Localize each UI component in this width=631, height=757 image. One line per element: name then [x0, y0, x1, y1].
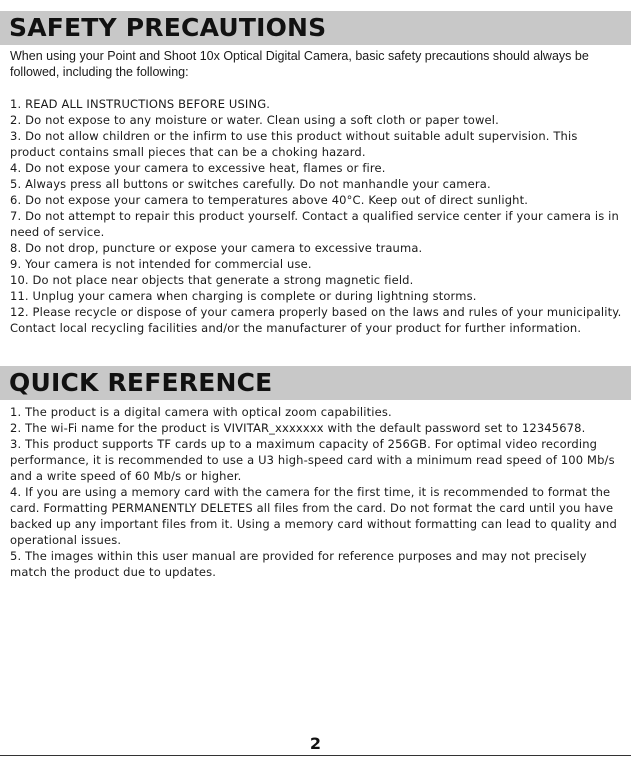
safety-item-1: 1. READ ALL INSTRUCTIONS BEFORE USING. [10, 97, 271, 111]
safety-item-6: 6. Do not expose your camera to temperatures above 40°C. Keep out of direct sunlight. [10, 193, 529, 207]
safety-list [10, 96, 624, 336]
safety-item-12: 12. Please recycle or dispose of your camera properly based on the laws and rules of your municipality. Contact local recycling facilities and/or the manufacturer of your product for further information. [10, 305, 622, 335]
safety-intro: When using your Point and Shoot 10x Optical Digital Camera, basic safety precautions should always be followed, including the following: [10, 49, 589, 79]
safety-item-9: 9. Your camera is not intended for commercial use. [10, 257, 312, 271]
quick-reference-item-5: 5. The images within this user manual are provided for reference purposes and may not precisely match the product due to updates. [10, 549, 587, 579]
safety-heading-band [0, 11, 631, 45]
quick-reference-list [10, 404, 624, 580]
safety-heading: SAFETY PRECAUTIONS [9, 13, 327, 42]
safety-item-11: 11. Unplug your camera when charging is complete or during lightning storms. [10, 289, 477, 303]
quick-reference-item-3: 3. This product supports TF cards up to a maximum capacity of 256GB. For optimal video recording performance, it is recommended to use a U3 high-speed card with a minimum read speed of 100 Mb/s and a write speed of 60 Mb/s or higher. [10, 437, 615, 483]
quick-reference-item-2: 2. The wi-Fi name for the product is VIVITAR_xxxxxxx with the default password set to 12345678. [10, 421, 586, 435]
safety-item-2: 2. Do not expose to any moisture or water. Clean using a soft cloth or paper towel. [10, 113, 499, 127]
safety-item-8: 8. Do not drop, puncture or expose your camera to excessive trauma. [10, 241, 423, 255]
quick-reference-item-1: 1. The product is a digital camera with optical zoom capabilities. [10, 405, 392, 419]
safety-item-4: 4. Do not expose your camera to excessive heat, flames or fire. [10, 161, 386, 175]
quick-reference-heading: QUICK REFERENCE [9, 368, 273, 397]
page-number: 2 [309, 734, 322, 753]
quick-reference-item-4: 4. If you are using a memory card with the camera for the first time, it is recommended to format the card. Formatting PERMANENTLY DELETES all files from the card. Do not format the card until you have backed up any important files from it. Using a memory card without formatting can lead to quality and operational issues. [10, 485, 617, 547]
safety-item-10: 10. Do not place near objects that generate a strong magnetic field. [10, 273, 414, 287]
footer-rule [0, 755, 631, 756]
safety-item-5: 5. Always press all buttons or switches carefully. Do not manhandle your camera. [10, 177, 491, 191]
safety-item-3: 3. Do not allow children or the infirm to use this product without suitable adult supervision. This product contains small pieces that can be a choking hazard. [10, 129, 578, 159]
quick-reference-heading-band [0, 366, 631, 400]
safety-item-7: 7. Do not attempt to repair this product yourself. Contact a qualified service center if your camera is in need of service. [10, 209, 619, 239]
